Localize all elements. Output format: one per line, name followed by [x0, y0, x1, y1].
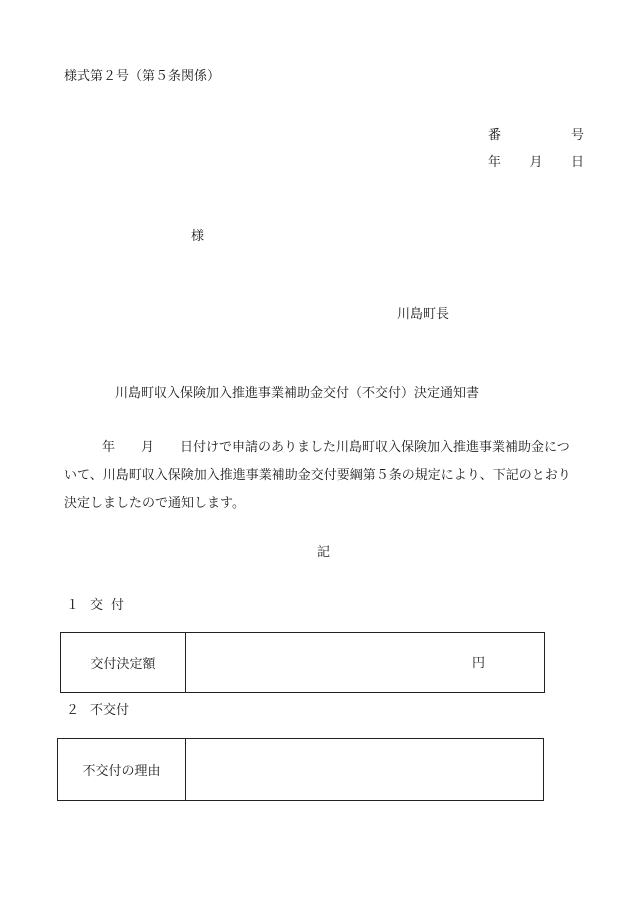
- body-line-2: いて、川島町収入保険加入推進事業補助金交付要綱第５条の規定により、下記のとおり: [64, 468, 571, 483]
- body-line-3: 決定しましたので通知します。: [64, 496, 245, 511]
- grant-amount-table: [60, 632, 545, 693]
- body-line-1: [64, 434, 584, 462]
- document-title: 川島町収入保険加入推進事業補助金交付（不交付）決定通知書: [115, 386, 480, 401]
- section-1-number: １: [66, 598, 80, 613]
- section-1-heading: [66, 599, 132, 612]
- date-day-label: 日: [570, 155, 584, 170]
- grant-amount-value-cell: [186, 633, 545, 693]
- body-line-1-text: 日付けで申請のありました川島町収入保険加入推進事業補助金につ: [180, 440, 570, 455]
- non-grant-reason-label: 不交付の理由: [58, 739, 186, 801]
- grant-amount-label: 交付決定額: [61, 633, 186, 693]
- section-1-title: 交付: [90, 598, 133, 613]
- body-year-label: 年: [102, 440, 116, 455]
- yen-unit: 円: [472, 656, 486, 671]
- addressee-suffix: 様: [191, 229, 205, 244]
- section-2-heading: [66, 704, 129, 717]
- reference-date-line: [488, 151, 584, 170]
- reference-number-line: [488, 124, 584, 143]
- notice-body: [64, 434, 584, 518]
- non-grant-reason-value-cell: [186, 739, 544, 801]
- date-month-label: 月: [529, 155, 543, 170]
- section-2-number: ２: [66, 703, 80, 718]
- date-year-label: 年: [488, 155, 502, 170]
- reference-number-label: 番: [488, 128, 502, 143]
- reference-number-suffix: 号: [570, 128, 584, 143]
- non-grant-reason-table: [57, 738, 544, 801]
- section-2-title: 不交付: [90, 703, 130, 718]
- form-number: 様式第２号（第５条関係）: [64, 69, 221, 84]
- issuer-name: 川島町長: [397, 307, 450, 322]
- body-month-label: 月: [141, 440, 155, 455]
- ki-heading: 記: [317, 545, 331, 560]
